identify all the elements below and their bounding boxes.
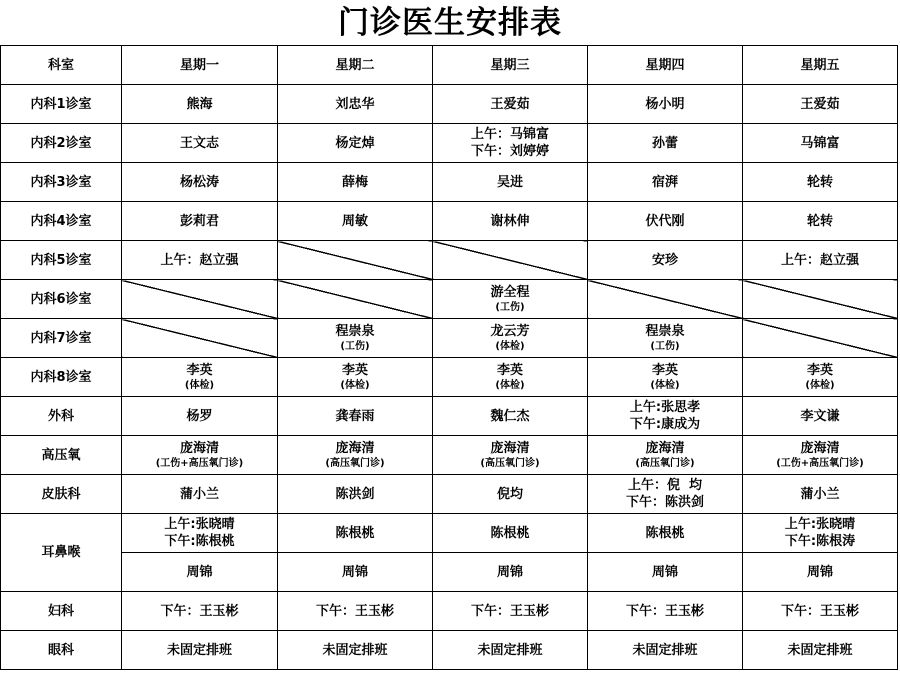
table-row (1, 319, 898, 358)
schedule-cell (743, 514, 898, 553)
schedule-cell: 周锦 (278, 553, 433, 592)
table-row (1, 514, 898, 553)
schedule-cell: 轮转 (743, 202, 898, 241)
schedule-cell: 上午：赵立强 (122, 241, 278, 280)
schedule-cell: 未固定排班 (433, 631, 588, 670)
schedule-cell (122, 436, 278, 475)
doctor-name: 庞海清 (490, 441, 530, 456)
schedule-cell: 下午：王玉彬 (122, 592, 278, 631)
schedule-cell (433, 280, 588, 319)
table-row (1, 358, 898, 397)
schedule-cell: 杨罗 (122, 397, 278, 436)
doctor-note: (体检) (805, 380, 835, 391)
dept-cell: 妇科 (1, 592, 122, 631)
schedule-cell (122, 358, 278, 397)
pm-shift: 下午:陈根桃 (164, 534, 235, 549)
am-shift: 上午:张晓晴 (784, 517, 856, 532)
dept-cell: 外科 (1, 397, 122, 436)
dept-cell: 内科3诊室 (1, 163, 122, 202)
header-thursday: 星期四 (588, 46, 743, 85)
table-row (1, 163, 898, 202)
doctor-note: (体检) (650, 380, 680, 391)
doctor-note: (体检) (184, 380, 215, 391)
schedule-cell: 刘忠华 (278, 85, 433, 124)
doctor-note: (高压氧门诊) (325, 458, 385, 469)
schedule-cell (588, 319, 743, 358)
doctor-name: 庞海清 (335, 441, 375, 456)
doctor-note: (工伤) (340, 341, 370, 352)
dept-cell: 耳鼻喉 (1, 514, 122, 592)
schedule-cell (278, 358, 433, 397)
schedule-cell: 李文谦 (743, 397, 898, 436)
schedule-cell: 杨松涛 (122, 163, 278, 202)
schedule-cell (433, 436, 588, 475)
pm-shift: 下午:康成为 (629, 417, 701, 432)
table-row (1, 241, 898, 280)
dept-cell: 内科2诊室 (1, 124, 122, 163)
table-row (1, 124, 898, 163)
empty-slash-cell (278, 280, 433, 319)
table-row (1, 592, 898, 631)
schedule-cell (743, 436, 898, 475)
dept-cell: 眼科 (1, 631, 122, 670)
dept-cell: 内科5诊室 (1, 241, 122, 280)
schedule-cell (433, 319, 588, 358)
am-shift: 上午:张晓晴 (164, 517, 235, 532)
empty-slash-cell (588, 280, 743, 319)
page-title: 门诊医生安排表 (338, 5, 562, 41)
doctor-name: 庞海清 (645, 441, 685, 456)
doctor-note: (工伤+高压氧门诊) (155, 458, 244, 469)
schedule-cell: 薛梅 (278, 163, 433, 202)
schedule-cell (278, 436, 433, 475)
schedule-cell: 杨定焯 (278, 124, 433, 163)
header-row (1, 46, 898, 85)
schedule-cell (122, 514, 278, 553)
schedule-cell: 熊海 (122, 85, 278, 124)
schedule-cell: 彭莉君 (122, 202, 278, 241)
empty-slash-cell (743, 319, 898, 358)
schedule-cell: 周敏 (278, 202, 433, 241)
header-wednesday: 星期三 (433, 46, 588, 85)
am-shift: 上午：马锦富 (470, 127, 549, 142)
schedule-cell: 未固定排班 (588, 631, 743, 670)
schedule-cell: 马锦富 (743, 124, 898, 163)
schedule-cell: 未固定排班 (743, 631, 898, 670)
doctor-name: 程崇泉 (335, 324, 375, 339)
doctor-name: 李英 (496, 363, 523, 378)
header-dept: 科室 (1, 46, 122, 85)
table-row (1, 631, 898, 670)
table-row (1, 553, 898, 592)
pm-shift: 下午：刘婷婷 (470, 144, 549, 159)
schedule-cell (433, 358, 588, 397)
table-row (1, 475, 898, 514)
header-monday: 星期一 (122, 46, 278, 85)
doctor-name: 龙云芳 (490, 324, 530, 339)
schedule-cell: 龚春雨 (278, 397, 433, 436)
schedule-cell: 王爱茹 (433, 85, 588, 124)
empty-slash-cell (433, 241, 588, 280)
table-row (1, 280, 898, 319)
dept-cell: 高压氧 (1, 436, 122, 475)
dept-cell: 内科6诊室 (1, 280, 122, 319)
dept-cell: 内科7诊室 (1, 319, 122, 358)
schedule-cell: 周锦 (743, 553, 898, 592)
schedule-cell: 陈根桃 (588, 514, 743, 553)
doctor-name: 游全程 (490, 285, 530, 300)
doctor-name: 李英 (651, 363, 678, 378)
table-row (1, 202, 898, 241)
schedule-cell: 周锦 (122, 553, 278, 592)
schedule-cell (588, 397, 743, 436)
am-shift: 上午：倪 均 (627, 478, 703, 493)
schedule-cell: 伏代刚 (588, 202, 743, 241)
schedule-cell: 倪均 (433, 475, 588, 514)
header-friday: 星期五 (743, 46, 898, 85)
dept-cell: 内科1诊室 (1, 85, 122, 124)
doctor-note: (工伤) (495, 302, 525, 313)
table-row (1, 397, 898, 436)
doctor-note: (高压氧门诊) (635, 458, 695, 469)
schedule-cell: 吴进 (433, 163, 588, 202)
schedule-cell: 蒲小兰 (743, 475, 898, 514)
schedule-cell: 杨小明 (588, 85, 743, 124)
doctor-name: 李英 (806, 363, 833, 378)
dept-cell: 皮肤科 (1, 475, 122, 514)
schedule-cell: 轮转 (743, 163, 898, 202)
doctor-note: (体检) (495, 341, 525, 352)
schedule-cell (433, 124, 588, 163)
doctor-note: (体检) (495, 380, 525, 391)
schedule-cell: 周锦 (588, 553, 743, 592)
doctor-note: (工伤+高压氧门诊) (776, 458, 864, 469)
schedule-cell: 周锦 (433, 553, 588, 592)
schedule-cell: 安珍 (588, 241, 743, 280)
schedule-cell: 下午：王玉彬 (588, 592, 743, 631)
am-shift: 上午:张思孝 (629, 400, 701, 415)
table-row (1, 436, 898, 475)
schedule-cell (588, 436, 743, 475)
doctor-name: 李英 (186, 363, 213, 378)
doctor-name: 庞海清 (179, 441, 219, 456)
schedule-cell: 下午：王玉彬 (278, 592, 433, 631)
schedule-cell: 王爱茹 (743, 85, 898, 124)
doctor-name: 庞海清 (800, 441, 840, 456)
schedule-cell: 魏仁杰 (433, 397, 588, 436)
schedule-cell: 陈根桃 (433, 514, 588, 553)
schedule-cell: 谢林伸 (433, 202, 588, 241)
doctor-name: 程崇泉 (645, 324, 685, 339)
schedule-cell: 陈洪剑 (278, 475, 433, 514)
schedule-cell: 未固定排班 (278, 631, 433, 670)
schedule-cell: 上午：赵立强 (743, 241, 898, 280)
schedule-cell: 王文志 (122, 124, 278, 163)
pm-shift: 下午:陈根涛 (784, 534, 856, 549)
pm-shift: 下午：陈洪剑 (625, 495, 704, 510)
schedule-cell (743, 358, 898, 397)
schedule-cell: 蒲小兰 (122, 475, 278, 514)
doctor-note: (高压氧门诊) (480, 458, 540, 469)
header-tuesday: 星期二 (278, 46, 433, 85)
schedule-cell (588, 475, 743, 514)
schedule-cell: 未固定排班 (122, 631, 278, 670)
empty-slash-cell (122, 319, 278, 358)
dept-cell: 内科8诊室 (1, 358, 122, 397)
schedule-cell (278, 319, 433, 358)
schedule-cell: 孙蕾 (588, 124, 743, 163)
schedule-cell: 陈根桃 (278, 514, 433, 553)
schedule-cell: 宿湃 (588, 163, 743, 202)
dept-cell: 内科4诊室 (1, 202, 122, 241)
schedule-cell (588, 358, 743, 397)
table-row (1, 85, 898, 124)
empty-slash-cell (743, 280, 898, 319)
doctor-name: 李英 (341, 363, 368, 378)
schedule-table (0, 45, 898, 670)
empty-slash-cell (278, 241, 433, 280)
empty-slash-cell (122, 280, 278, 319)
doctor-note: (工伤) (650, 341, 680, 352)
schedule-cell: 下午：王玉彬 (433, 592, 588, 631)
doctor-note: (体检) (340, 380, 370, 391)
schedule-cell: 下午：王玉彬 (743, 592, 898, 631)
